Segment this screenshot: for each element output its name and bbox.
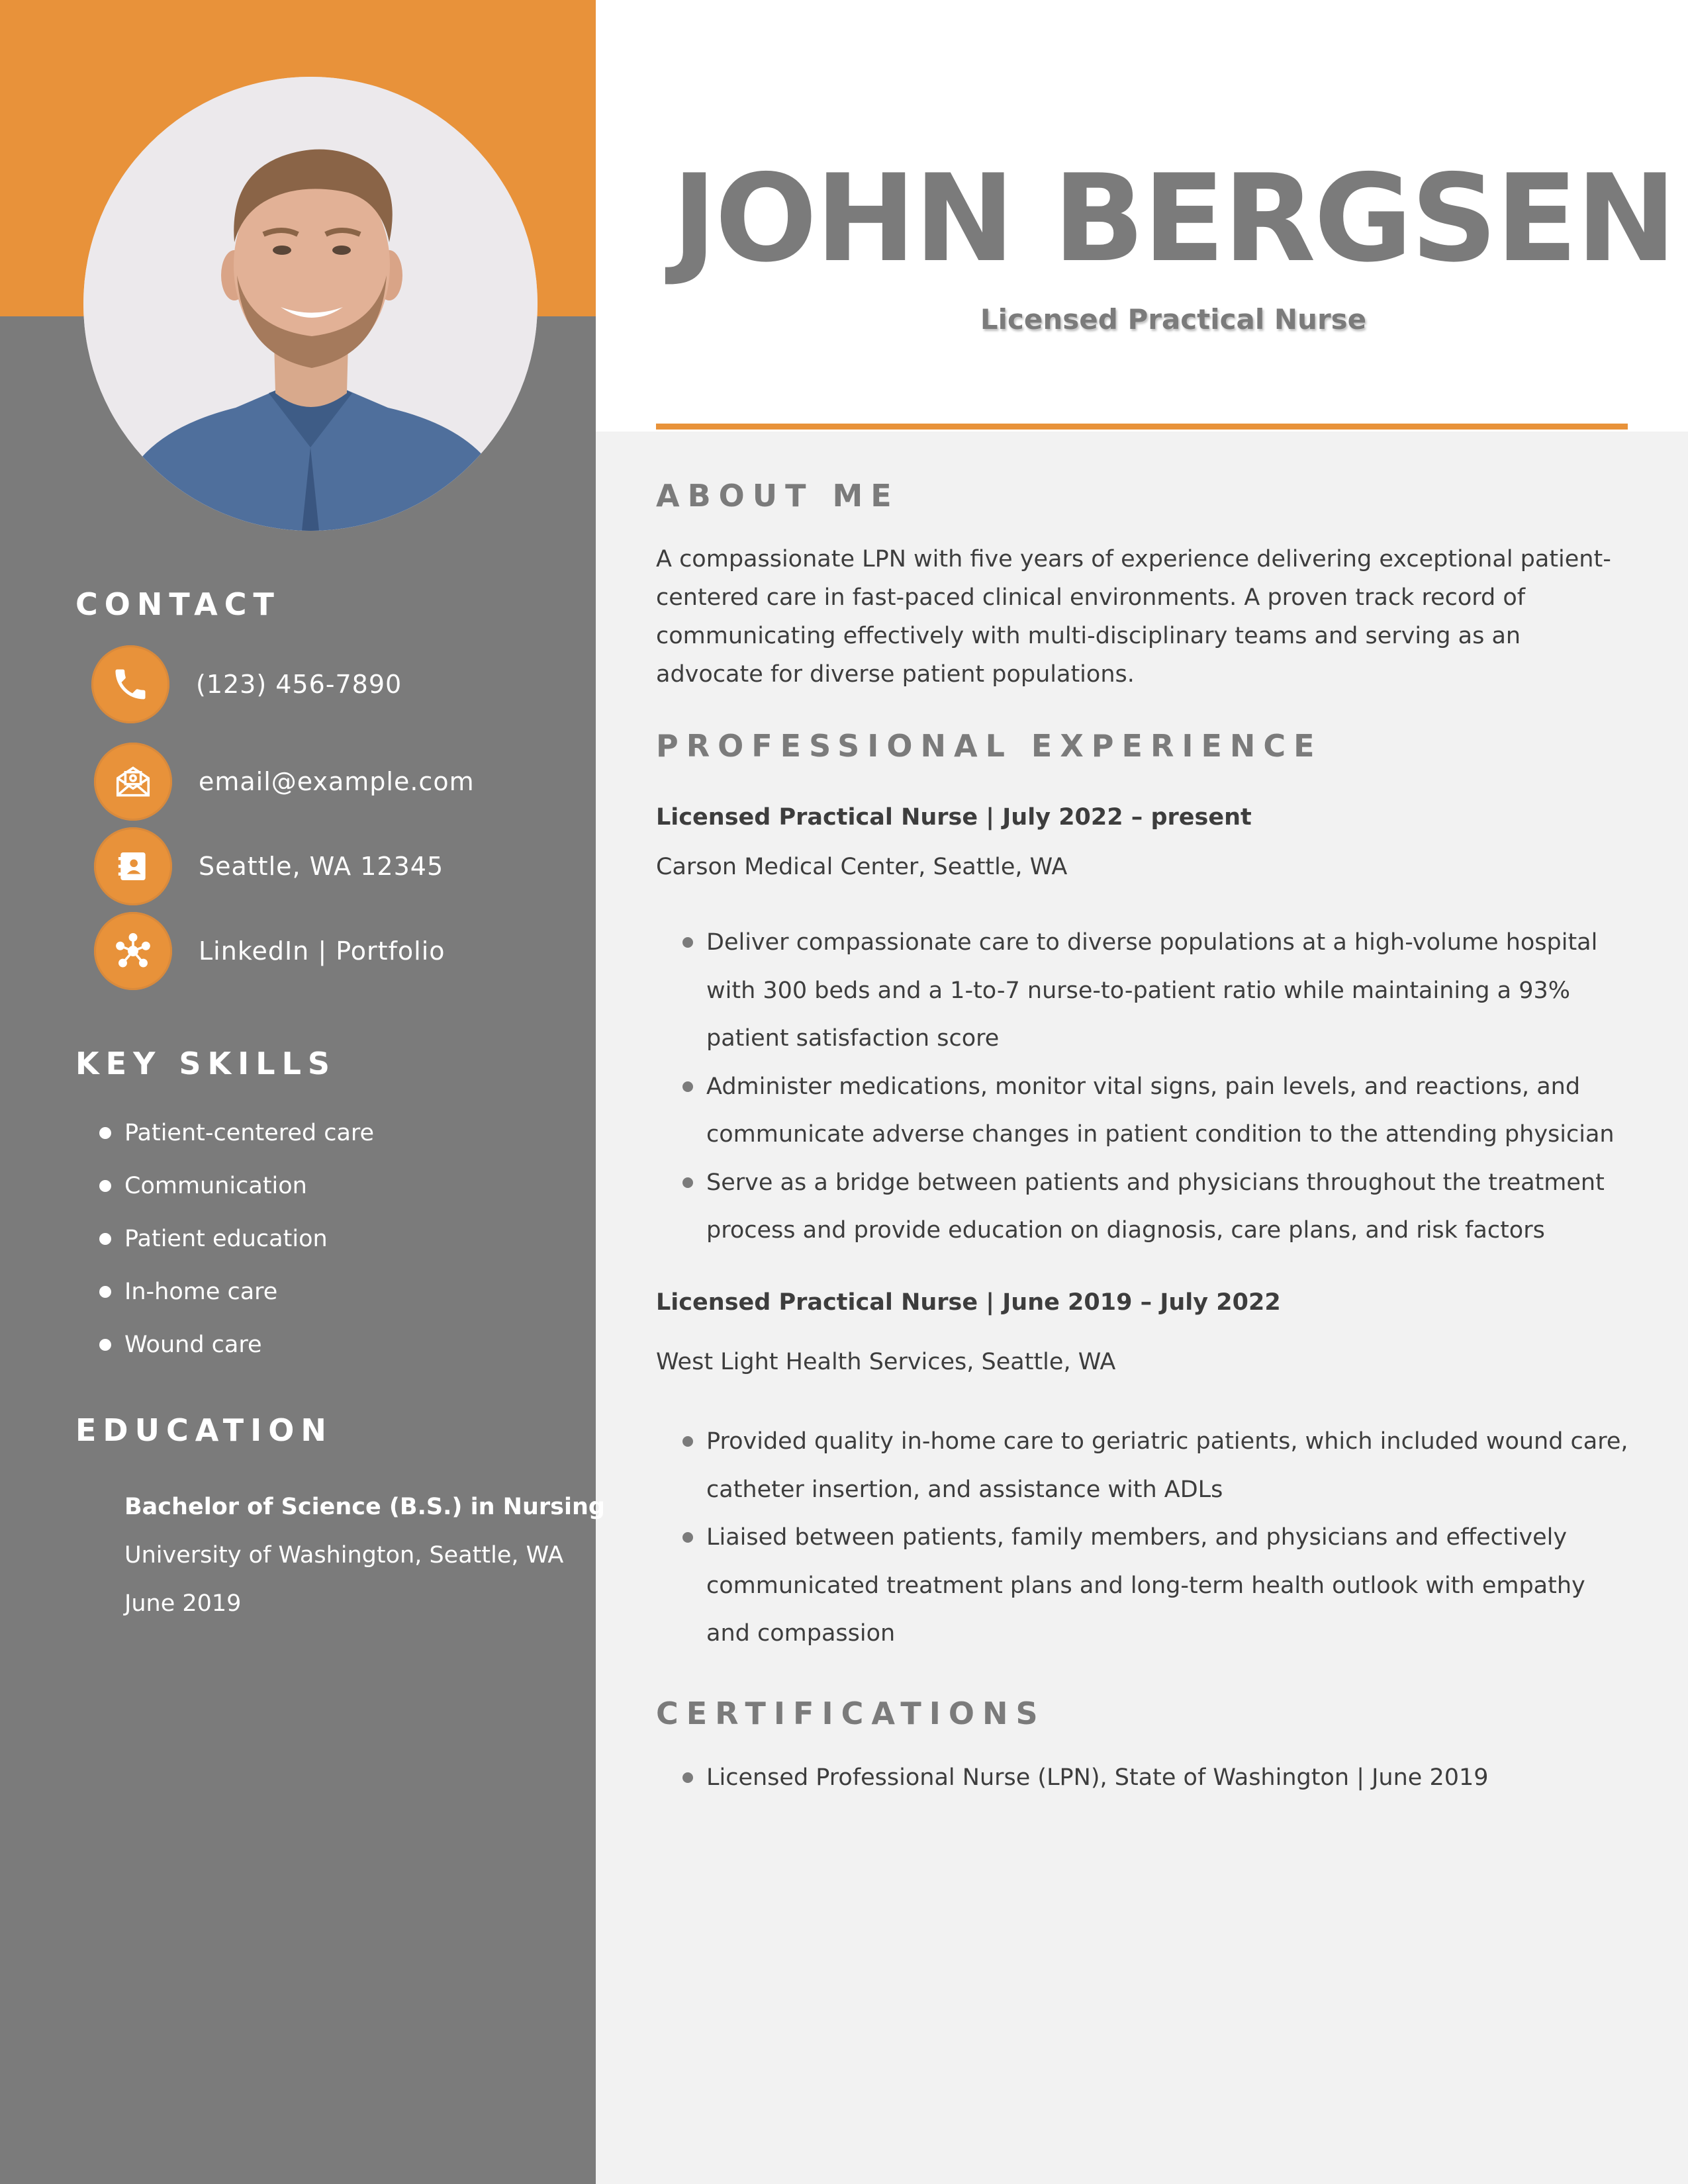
list-item: Provided quality in-home care to geriatric patients, which included wound care, catheter insertion, and assistance with ADLs — [682, 1418, 1635, 1514]
list-item: Serve as a bridge between patients and physicians throughout the treatment process and provide education on diagnosis, care plans, and risk factors — [682, 1159, 1635, 1255]
job-bullets — [682, 1418, 1635, 1658]
contact-email[interactable] — [94, 743, 475, 821]
list-item: Administer medications, monitor vital signs, pain levels, and reactions, and communicate adverse changes in patient condition to the attending physician — [682, 1063, 1635, 1159]
address-card-icon — [94, 827, 172, 905]
list-item: Communication — [99, 1160, 374, 1212]
about-heading: ABOUT ME — [656, 478, 900, 514]
education-degree: Bachelor of Science (B.S.) in Nursing — [124, 1493, 605, 1520]
email-address: email@example.com — [199, 767, 475, 796]
list-item: Licensed Professional Nurse (LPN), State of Washington | June 2019 — [682, 1754, 1635, 1802]
phone-icon — [91, 645, 169, 723]
about-text: A compassionate LPN with five years of experience delivering exceptional patient-centered care in fast-paced clinical environments. A proven track record of communicating effectively with multi-disciplinary teams and serving as an advocate for diverse patient populations. — [656, 546, 1611, 688]
education-heading: EDUCATION — [75, 1412, 333, 1448]
bullet-icon — [99, 1233, 111, 1245]
job-employer: West Light Health Services, Seattle, WA — [656, 1349, 1116, 1375]
job-bullets — [682, 919, 1635, 1255]
job-title: Licensed Practical Nurse — [980, 303, 1367, 336]
bullet-icon — [99, 1180, 111, 1192]
bullet-icon — [99, 1286, 111, 1298]
contact-links[interactable] — [94, 912, 445, 990]
list-item: Liaised between patients, family members, and physicians and effectively communicated treatment plans and long-term health outlook with empathy and compassion — [682, 1514, 1635, 1658]
skills-list — [99, 1107, 374, 1371]
list-item: Wound care — [99, 1318, 374, 1371]
network-icon — [94, 912, 172, 990]
certifications-list — [682, 1754, 1635, 1802]
contact-address[interactable] — [94, 827, 444, 905]
experience-heading: PROFESSIONAL EXPERIENCE — [656, 728, 1323, 764]
skills-heading: KEY SKILLS — [75, 1046, 337, 1081]
list-item: Patient-centered care — [99, 1107, 374, 1160]
certifications-heading: CERTIFICATIONS — [656, 1696, 1046, 1731]
email-icon — [94, 743, 172, 821]
job-title-line: Licensed Practical Nurse | July 2022 – present — [656, 804, 1252, 831]
header-divider — [656, 424, 1628, 430]
education-school: University of Washington, Seattle, WA — [124, 1541, 564, 1569]
profile-photo — [83, 77, 538, 531]
contact-phone[interactable] — [91, 645, 402, 723]
linkedin-portfolio[interactable]: LinkedIn | Portfolio — [199, 936, 445, 966]
job-title-line: Licensed Practical Nurse | June 2019 – July 2022 — [656, 1289, 1281, 1316]
list-item: Deliver compassionate care to diverse populations at a high-volume hospital with 300 beds and a 1-to-7 nurse-to-patient ratio while maintaining a 93% patient satisfaction score — [682, 919, 1635, 1063]
list-item: Patient education — [99, 1212, 374, 1265]
job-employer: Carson Medical Center, Seattle, WA — [656, 854, 1068, 880]
location: Seattle, WA 12345 — [199, 852, 444, 881]
education-date: June 2019 — [124, 1590, 242, 1617]
education-entry — [124, 1482, 605, 1627]
contact-heading: CONTACT — [75, 586, 281, 622]
page-title: JOHN BERGSEN — [672, 148, 1675, 289]
phone-number: (123) 456-7890 — [196, 670, 402, 699]
bullet-icon — [99, 1127, 111, 1139]
bullet-icon — [99, 1339, 111, 1351]
list-item: In-home care — [99, 1265, 374, 1318]
